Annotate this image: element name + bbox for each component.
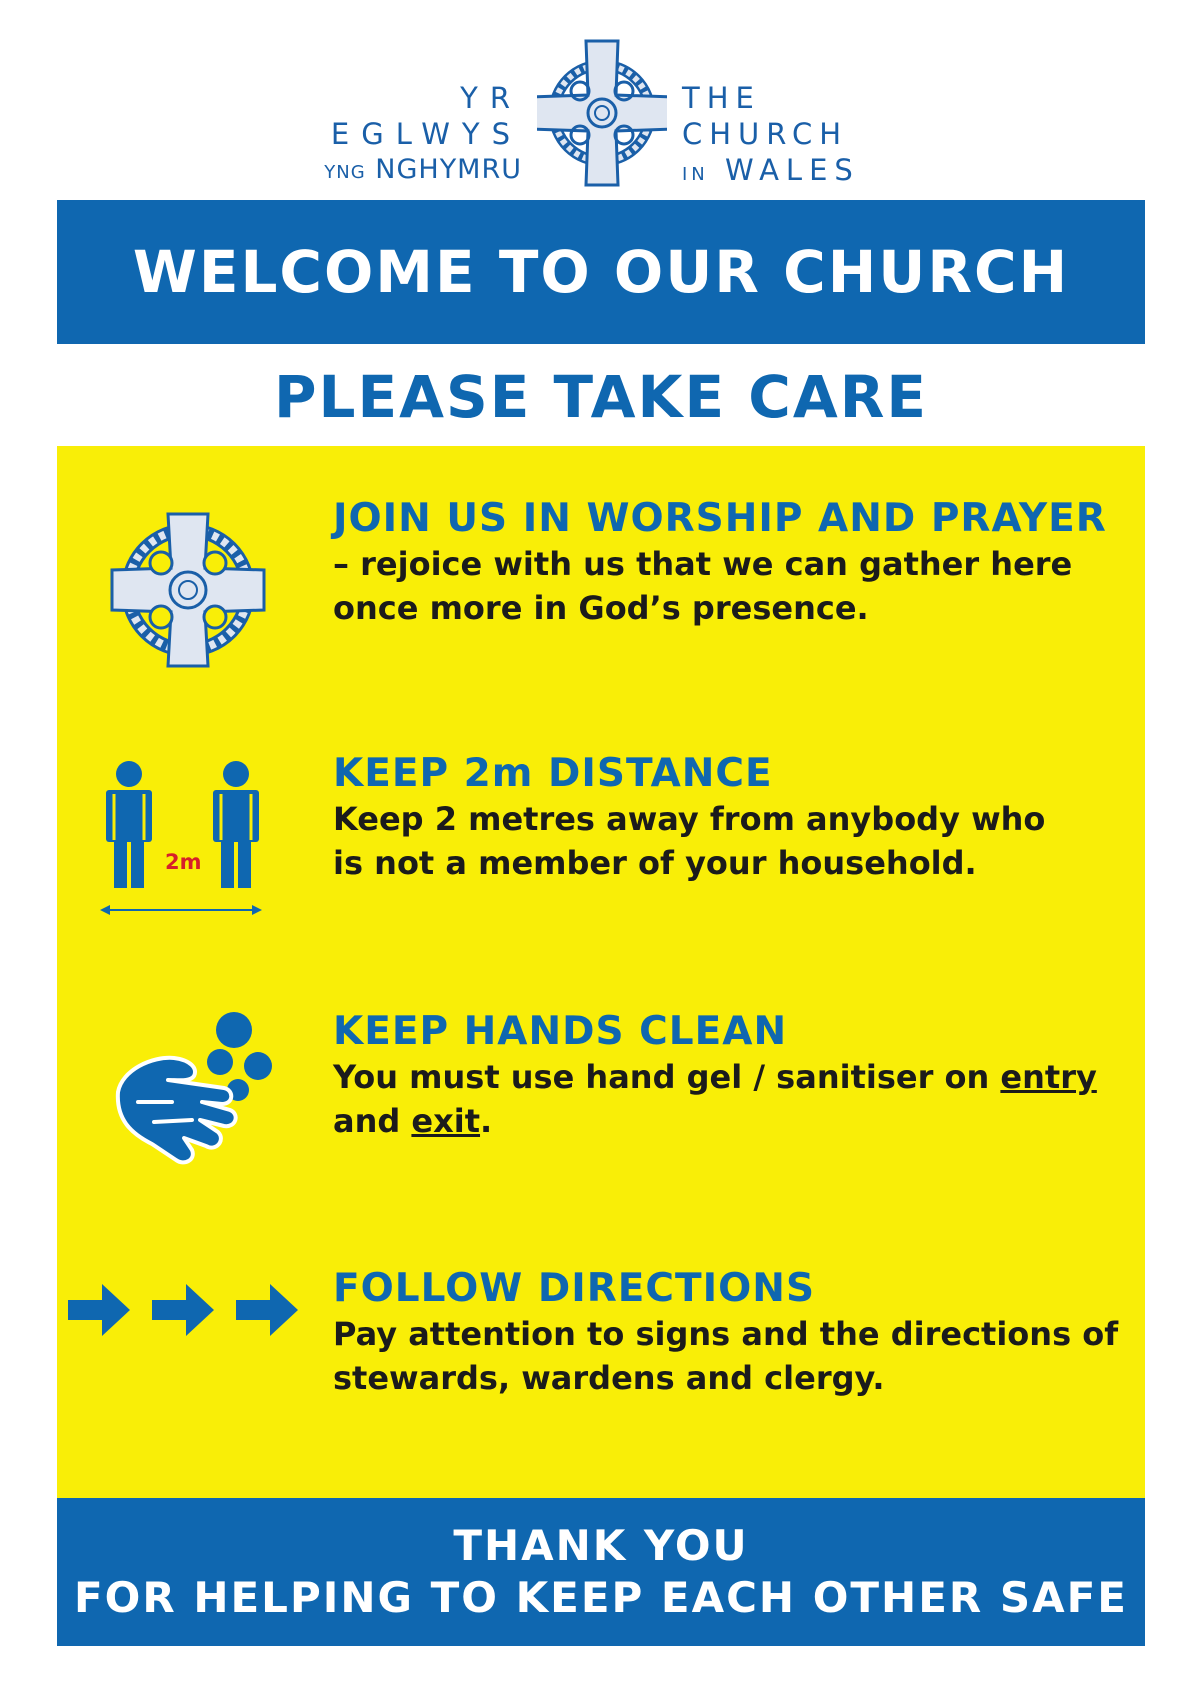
distance-heading: KEEP 2m DISTANCE: [333, 751, 773, 796]
directions-text-line1: Pay attention to signs and the directions of: [333, 1315, 1119, 1353]
logo-english-line2: WALES: [725, 153, 860, 187]
worship-heading: JOIN US IN WORSHIP AND PRAYER: [333, 496, 1107, 541]
thank-you-banner: [57, 1498, 1145, 1646]
logo-english-small: IN: [682, 164, 709, 185]
celtic-cross-icon: [537, 38, 667, 188]
distance-text-line2: is not a member of your household.: [333, 844, 977, 882]
directions-heading: FOLLOW DIRECTIONS: [333, 1266, 816, 1311]
worship-text-line1: – rejoice with us that we can gather here: [333, 545, 1073, 583]
page-subtitle: PLEASE TAKE CARE: [274, 363, 928, 431]
logo-welsh-line1: YR EGLWYS: [330, 81, 522, 151]
logo-welsh-text: [262, 80, 522, 191]
logo-english-line1: THE CHURCH: [682, 81, 849, 151]
worship-text-line2: once more in God’s presence.: [333, 589, 869, 627]
hands-text-line2: and: [333, 1102, 412, 1140]
exit-text: exit: [411, 1102, 481, 1140]
two-people-distance-icon: [100, 760, 265, 920]
directions-item: [333, 1266, 1133, 1400]
directions-text-line2: stewards, wardens and clergy.: [333, 1359, 885, 1397]
arrows-right-icon: [68, 1280, 303, 1340]
thank-you-line1: THANK YOU: [453, 1521, 749, 1570]
hands-item: KEEP HANDS CLEAN You must use hand gel / sanitiser on entry and exit.: [333, 1009, 1133, 1143]
entry-text: entry: [1000, 1058, 1097, 1096]
hands-heading: KEEP HANDS CLEAN: [333, 1009, 788, 1054]
logo-welsh-line2: NGHYMRU: [375, 154, 522, 185]
hand-washing-icon: [112, 1010, 282, 1175]
logo-welsh-small: YNG: [324, 162, 366, 183]
distance-text-line1: Keep 2 metres away from anybody who: [333, 800, 1046, 838]
worship-item: [333, 496, 1133, 630]
logo-english-text: [682, 80, 942, 193]
church-logo: [262, 38, 942, 188]
thank-you-line2: FOR HELPING TO KEEP EACH OTHER SAFE: [73, 1573, 1128, 1622]
distance-item: [333, 751, 1133, 885]
welcome-banner: [57, 200, 1145, 344]
page-title: WELCOME TO OUR CHURCH: [132, 238, 1070, 306]
hands-text-line1: You must use hand gel / sanitiser on: [333, 1058, 1001, 1096]
celtic-cross-icon: [108, 510, 268, 670]
distance-label: 2m: [165, 850, 202, 874]
